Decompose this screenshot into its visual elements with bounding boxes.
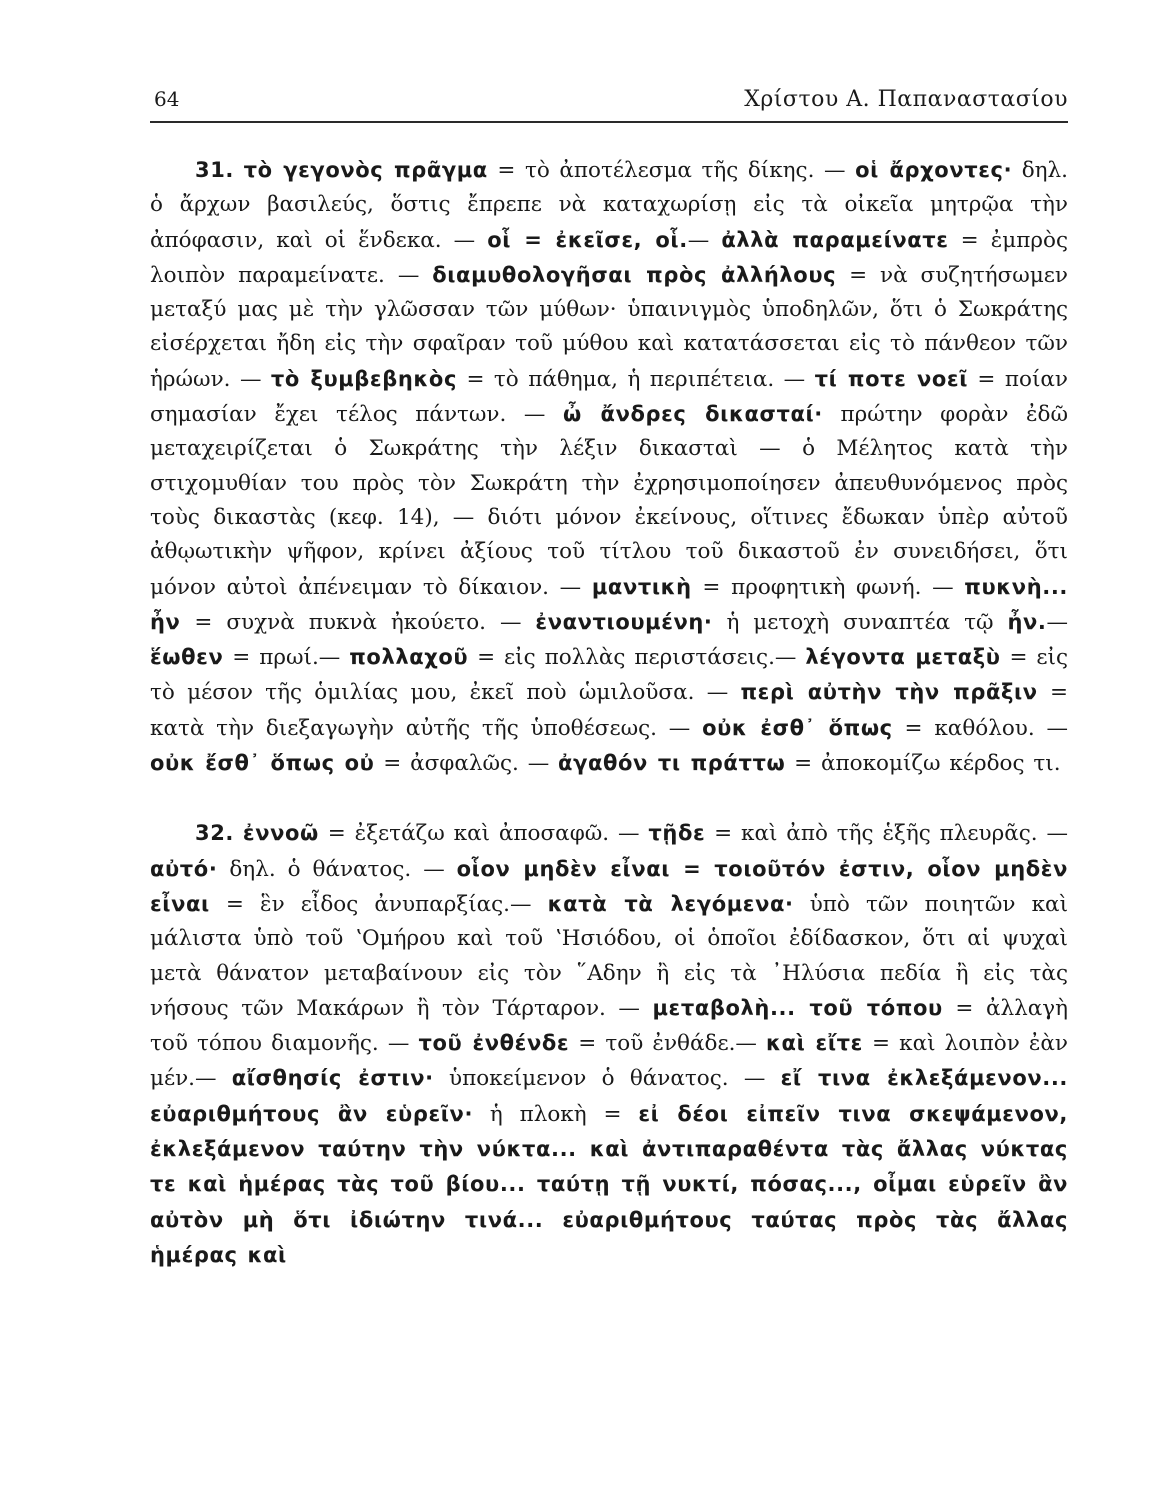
commentary-section-31 — [150, 153, 1068, 781]
lemma: οὐκ ἔσθ᾽ ὅπως οὐ — [150, 751, 375, 776]
gloss: = προφητικὴ φωνή. — — [691, 574, 965, 600]
gloss: = καὶ ἀπὸ τῆς ἑξῆς πλευρᾶς. — — [705, 821, 1069, 847]
section-number: 32. — [195, 821, 235, 846]
gloss: = τὸ πάθημα, ἡ περιπέτεια. — — [457, 366, 815, 392]
lemma: εἰ δέοι εἰπεῖν τινα σκεψάμενον, ἐκλεξάμενον ταύτην τὴν νύκτα... καὶ ἀντιπαραθέντα τὰς ἄλλας νύκτας τε καὶ ἡμέρας τὰς τοῦ βίου... ταύτῃ τῇ νυκτί, πόσας..., οἶμαι εὑρεῖν ἂν αὐτὸν μὴ ὅτι ἰδιώτην τινά... εὐαριθμήτους ταύτας πρὸς τὰς ἄλλας ἡμέρας καὶ — [150, 1101, 1068, 1267]
lemma: ἀλλὰ παραμείνατε — [721, 227, 949, 252]
commentary-body — [150, 153, 1068, 1273]
running-head — [150, 84, 1068, 123]
lemma: μαντικὴ — [591, 574, 692, 599]
lemma: κατὰ τὰ λεγόμενα· — [547, 891, 794, 916]
lemma: ἀγαθόν τι πράττω — [558, 751, 786, 776]
lemma: περὶ αὐτὴν τὴν πρᾶξιν — [740, 680, 1038, 705]
gloss: = εἰς τὸ μέσον τῆς ὁμιλίας μου, ἐκεῖ ποὺ ὡμιλοῦσα. — — [150, 645, 1068, 706]
lemma: τοῦ ἐνθένδε — [418, 1031, 570, 1056]
lemma: τὸ ξυμβεβηκὸς — [270, 366, 457, 391]
gloss: ἡ πλοκὴ = — [473, 1101, 639, 1127]
gloss: = καὶ λοιπὸν ἐὰν μέν.— — [150, 1031, 1069, 1092]
lemma: ἦν. — [1007, 609, 1047, 634]
lemma: οἷ = ἐκεῖσε, οἷ. — [487, 227, 688, 252]
gloss: — — [1046, 609, 1068, 635]
gloss: δηλ. ὁ ἄρχων βασιλεύς, ὅστις ἔπρεπε νὰ καταχωρίσῃ εἰς τὰ οἰκεῖα μητρῷα τὴν ἀπόφασιν, καὶ οἱ ἕνδεκα. — — [150, 158, 1069, 253]
page-number: 64 — [154, 87, 180, 111]
lemma: ἐννοῶ — [242, 821, 319, 846]
gloss: = κατὰ τὴν διεξαγωγὴν αὐτῆς τῆς ὑποθέσεως. — — [150, 680, 1069, 741]
gloss: = πρωί.— — [223, 645, 350, 671]
lemma: καὶ εἴτε — [766, 1031, 863, 1056]
gloss: δηλ. ὁ θάνατος. — — [217, 856, 457, 882]
author-name: Χρίστου Α. Παπαναστασίου — [744, 87, 1068, 112]
gloss: = εἰς πολλὰς περιστάσεις.— — [468, 645, 806, 671]
gloss: = ἐμπρὸς λοιπὸν παραμείνατε. — — [150, 227, 1069, 288]
gloss: = τοῦ ἐνθάδε.— — [569, 1031, 767, 1057]
lemma: πολλαχοῦ — [349, 645, 469, 670]
gloss: = τὸ ἀποτέλεσμα τῆς δίκης. — — [487, 158, 856, 183]
gloss: πρώτην φορὰν ἐδῶ μεταχειρίζεται ὁ Σωκράτης τὴν λέξιν δικασταὶ — ὁ Μέλητος κατὰ τὴν στιχομυθίαν του πρὸς τὸν Σωκράτη τὴν ἐχρησιμοποίησεν ἀπευθυνόμενος πρὸς τοὺς δικαστὰς (κεφ. 14), — διότι μόνον ἐκείνους, οἵτινες ἔδωκαν ὑπὲρ αὐτοῦ ἀθῳωτικὴν ψῆφον, κρίνει ἀξίους τοῦ τίτλου τοῦ δικαστοῦ ἐν συνειδήσει, ὅτι μόνον αὐτοὶ ἀπένειμαν τὸ δίκαιον. — — [150, 402, 1069, 600]
lemma: οἱ ἄρχοντες· — [855, 158, 1013, 182]
lemma: αὐτό· — [150, 856, 218, 881]
lemma: τῇδε — [648, 821, 706, 846]
gloss: = ἐξετάζω καὶ ἀποσαφῶ. — — [318, 821, 649, 847]
lemma: πυκνὴ... ἦν — [150, 574, 1068, 634]
commentary-section-32 — [150, 816, 1068, 1273]
gloss: = ποίαν σημασίαν ἔχει τέλος πάντων. — — [150, 366, 1068, 428]
gloss: ἡ μετοχὴ συναπτέα τῷ — [712, 609, 1008, 635]
book-page — [150, 84, 1068, 1273]
lemma: εἴ τινα ἐκλεξάμενον... εὐαριθμήτους ἂν εὑρεῖν· — [150, 1066, 1068, 1126]
gloss: = καθόλου. — — [892, 715, 1068, 741]
gloss: — — [687, 227, 722, 253]
lemma: οἷον μηδὲν εἶναι = τοιοῦτόν ἐστιν, οἷον μηδὲν εἶναι — [150, 856, 1068, 916]
lemma: οὐκ ἐσθ᾽ ὅπως — [702, 715, 893, 740]
gloss: = ἀσφαλῶς. — — [374, 751, 559, 777]
lemma: μεταβολὴ... τοῦ τόπου — [652, 995, 943, 1020]
gloss: = ἓν εἶδος ἀνυπαρξίας.— — [209, 891, 548, 917]
gloss: ὑπὸ τῶν ποιητῶν καὶ μάλιστα ὑπὸ τοῦ ʽΟμήρου καὶ τοῦ ʽΗσιόδου, οἱ ὁποῖοι ἐδίδασκον, ὅτι αἱ ψυχαὶ μετὰ θάνατον μεταβαίνουν εἰς τὸν ῞Αδην ἢ εἰς τὰ ᾿Ηλύσια πεδία ἢ εἰς τὰς νήσους τῶν Μακάρων ἢ τὸν Τάρταρον. — — [150, 891, 1069, 1021]
gloss: = ἀλλαγὴ τοῦ τόπου διαμονῆς. — — [150, 995, 1068, 1057]
section-number: 31. — [195, 158, 235, 182]
lemma: ἕωθεν — [150, 645, 224, 670]
lemma: ἐναντιουμένη· — [535, 609, 713, 634]
lemma: λέγοντα μεταξὺ — [805, 645, 1001, 670]
lemma: ὦ ἄνδρες δικασταί· — [563, 402, 823, 427]
gloss: = νὰ συζητήσωμεν μεταξύ μας μὲ τὴν γλῶσσαν τῶν μύθων· ὑπαινιγμὸς ὑποδηλῶν, ὅτι ὁ Σωκράτης εἰσέρχεται ἤδη εἰς τὴν σφαῖραν τοῦ μύθου καὶ κατατάσσεται εἰς τὸ πάνθεον τῶν ἡρώων. — — [150, 262, 1069, 392]
gloss: = ἀποκομίζω κέρδος τι. — [785, 751, 1061, 777]
gloss: = συχνὰ πυκνὰ ἠκούετο. — — [180, 609, 536, 635]
lemma: διαμυθολογῆσαι πρὸς ἀλλήλους — [432, 262, 837, 287]
lemma: τί ποτε νοεῖ — [814, 366, 968, 391]
lemma: τὸ γεγονὸς πρᾶγμα — [243, 158, 488, 182]
gloss: ὑποκείμενον ὁ θάνατος. — — [433, 1066, 781, 1092]
lemma: αἴσθησίς ἐστιν· — [231, 1066, 434, 1091]
